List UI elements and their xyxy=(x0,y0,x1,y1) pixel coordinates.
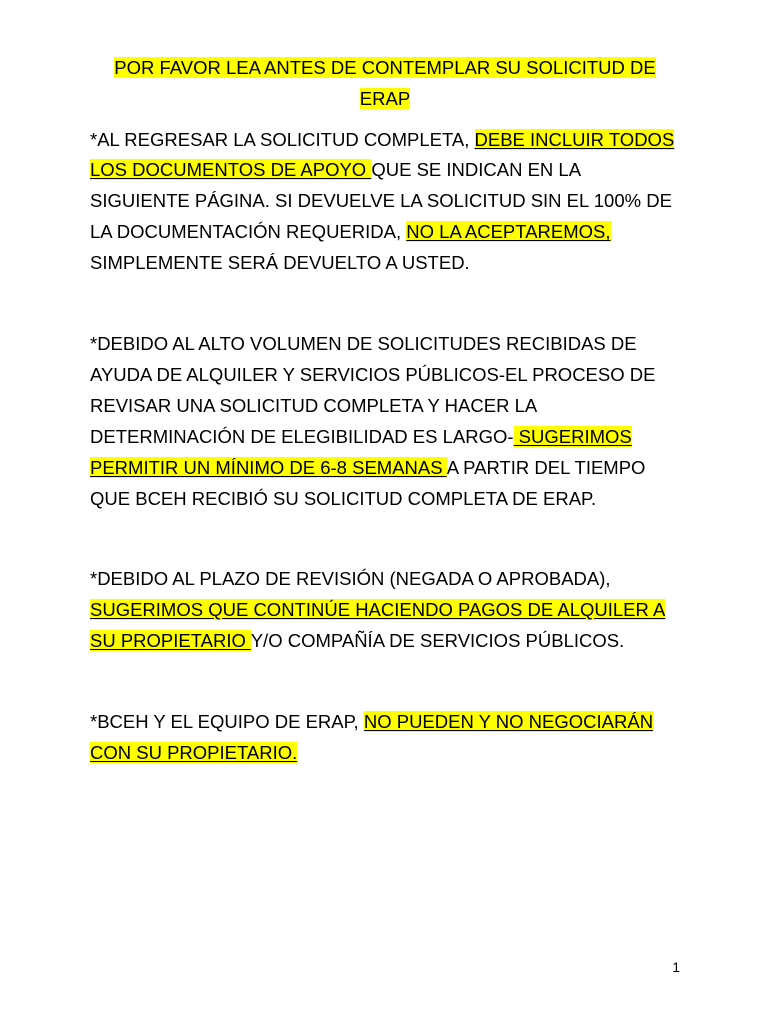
para2-line2 xyxy=(90,363,655,387)
para1-line5 xyxy=(90,251,470,275)
para2-text: *DEBIDO AL ALTO VOLUMEN DE SOLICITUDES RECIBIDAS DE xyxy=(90,333,637,354)
para1-highlight: DEBE INCLUIR TODOS xyxy=(474,129,675,150)
para1-line4 xyxy=(90,220,611,244)
para4-line1 xyxy=(90,710,653,734)
para2-line6 xyxy=(90,487,596,511)
para2-text: QUE BCEH RECIBIÓ SU SOLICITUD COMPLETA DE ERAP. xyxy=(90,488,597,509)
para1-text: QUE SE INDICAN EN LA xyxy=(371,159,582,180)
para3-text: Y/O COMPAÑÍA DE SERVICIOS PÚBLICOS. xyxy=(250,630,625,651)
para2-line5 xyxy=(90,456,645,480)
para2-highlight: SUGERIMOS xyxy=(513,426,632,447)
para2-line1 xyxy=(90,332,637,356)
para2-text: AYUDA DE ALQUILER Y SERVICIOS PÚBLICOS-EL PROCESO DE xyxy=(90,364,656,385)
para1-text: *AL REGRESAR LA SOLICITUD COMPLETA, xyxy=(90,129,475,150)
para1-text: LA DOCUMENTACIÓN REQUERIDA, xyxy=(90,221,407,242)
para4-text: *BCEH Y EL EQUIPO DE ERAP, xyxy=(90,711,364,732)
para3-line3 xyxy=(90,629,624,653)
para2-highlight: PERMITIR UN MÍNIMO DE 6-8 SEMANAS xyxy=(90,457,447,478)
para1-line2 xyxy=(90,158,581,182)
title-line-1 xyxy=(0,56,770,80)
title-highlight-1: POR FAVOR LEA ANTES DE CONTEMPLAR SU SOLICITUD DE xyxy=(114,57,656,78)
para1-text: SIMPLEMENTE SERÁ DEVUELTO A USTED. xyxy=(90,252,470,273)
para1-highlight: NO LA ACEPTAREMOS, xyxy=(406,221,611,242)
para4-line2 xyxy=(90,741,297,765)
title-highlight-2: ERAP xyxy=(359,88,411,109)
para2-line3 xyxy=(90,394,537,418)
para3-text: *DEBIDO AL PLAZO DE REVISIÓN (NEGADA O APROBADA), xyxy=(90,568,611,589)
para3-highlight: SU PROPIETARIO xyxy=(90,630,251,651)
para2-text: REVISAR UNA SOLICITUD COMPLETA Y HACER LA xyxy=(90,395,538,416)
para3-highlight: SUGERIMOS QUE CONTINÚE HACIENDO PAGOS DE ALQUILER A xyxy=(90,599,666,620)
para3-line1 xyxy=(90,567,611,591)
para1-text: SIGUIENTE PÁGINA. SI DEVUELVE LA SOLICITUD SIN EL 100% DE xyxy=(90,190,672,211)
para1-line3 xyxy=(90,189,672,213)
para1-line1 xyxy=(90,128,674,152)
page-number: 1 xyxy=(672,959,680,975)
para2-text: DETERMINACIÓN DE ELEGIBILIDAD ES LARGO- xyxy=(90,426,514,447)
para2-line4 xyxy=(90,425,632,449)
para4-highlight: CON SU PROPIETARIO. xyxy=(90,742,298,763)
title-line-2 xyxy=(0,87,770,111)
para1-highlight: LOS DOCUMENTOS DE APOYO xyxy=(90,159,372,180)
para2-text: A PARTIR DEL TIEMPO xyxy=(446,457,646,478)
para3-line2 xyxy=(90,598,665,622)
para4-highlight: NO PUEDEN Y NO NEGOCIARÁN xyxy=(363,711,654,732)
